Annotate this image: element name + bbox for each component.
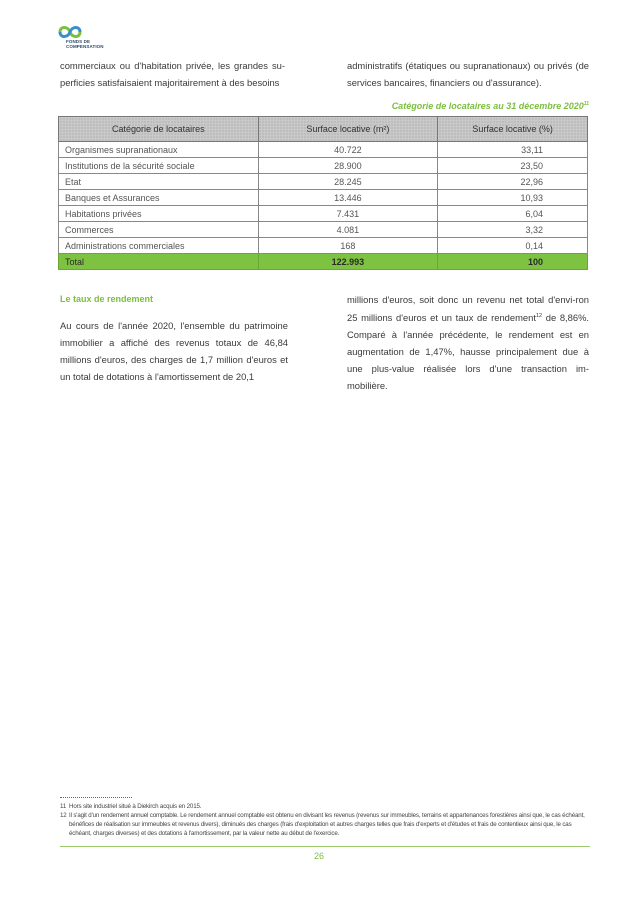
- bottom-right-text-a: millions d'euros, soit donc un revenu net total d'envi-ron 25 millions d'euros et un taux de rendement: [347, 294, 589, 324]
- cell-surface-pct: 10,93: [438, 190, 588, 206]
- cell-category: Habitations privées: [59, 206, 259, 222]
- bottom-left-paragraph: Au cours de l'année 2020, l'ensemble du patrimoine immobilier a affiché des revenus totaux de 46,84 millions d'euros, des charges de 1,7 million d'euros et un total de dotations à l'amortissement de 20,1: [60, 320, 288, 382]
- table-row: [59, 174, 588, 190]
- footnote-ref-12: 12: [535, 313, 543, 319]
- cell-surface-m2: 40.722: [258, 142, 438, 158]
- cell-surface-m2: 168: [258, 238, 438, 254]
- page-number: 26: [313, 851, 324, 861]
- footnote: [60, 811, 590, 838]
- cell-category: Institutions de la sécurité sociale: [59, 158, 259, 174]
- footnote-text: Il s'agit d'un rendement annuel comptable. Le rendement annuel comptable est obtenu en divisant les revenus (revenus sur immeubles, terrains et appartenances forestières ainsi que, le cas échéant, bénéfices de réalisation sur immeubles et revenus divers), diminués des charges (frais d'exploitation et autres charges telles que frais d'experts et d'études et frais de contentieux ainsi que, le cas échéant, charges diverses) et des dotations à l'amortissement, par la valeur nette au début de l'exercice.: [69, 812, 585, 837]
- table-row: [59, 190, 588, 206]
- footnote-text: Hors site industriel situé à Diekirch acquis en 2015.: [69, 803, 202, 810]
- footnote-number: 11: [60, 803, 67, 810]
- header-category: Catégorie de locataires: [59, 117, 259, 142]
- header-surface-pct: Surface locative (%): [438, 117, 588, 142]
- footnote: [60, 802, 590, 811]
- cell-category: Etat: [59, 174, 259, 190]
- table-caption-ref: 11: [583, 101, 589, 107]
- table-row: [59, 206, 588, 222]
- bottom-right-paragraph: [347, 291, 589, 394]
- page-footer-rule: [60, 846, 590, 847]
- table-row: [59, 222, 588, 238]
- logo-line-1: FONDS DE: [66, 39, 91, 44]
- cell-surface-pct: 0,14: [438, 238, 588, 254]
- table-caption: [392, 101, 589, 111]
- section-title: Le taux de rendement: [60, 294, 154, 304]
- cell-surface-pct: 22,96: [438, 174, 588, 190]
- table-row: [59, 158, 588, 174]
- logo-text: [66, 39, 104, 49]
- cell-category: Banques et Assurances: [59, 190, 259, 206]
- tenant-category-table: [58, 116, 588, 270]
- cell-category: Organismes supranationaux: [59, 142, 259, 158]
- cell-surface-m2: 28.245: [258, 174, 438, 190]
- cell-surface-pct: 33,11: [438, 142, 588, 158]
- logo: [58, 24, 128, 52]
- table-total-row: [59, 254, 588, 270]
- cell-surface-m2: 13.446: [258, 190, 438, 206]
- footnote-divider: [60, 797, 132, 798]
- table-caption-text: Catégorie de locataires au 31 décembre 2020: [391, 101, 584, 111]
- table-row: [59, 142, 588, 158]
- top-left-paragraph: commerciaux ou d'habitation privée, les grandes su-perficies satisfaisaient majoritairement à des besoins: [60, 60, 285, 88]
- table-header-row: [59, 117, 588, 142]
- cell-surface-pct: 6,04: [438, 206, 588, 222]
- cell-category: Commerces: [59, 222, 259, 238]
- cell-surface-m2: 28.900: [258, 158, 438, 174]
- table-row: [59, 238, 588, 254]
- logo-line-2: COMPENSATION: [66, 44, 104, 49]
- cell-surface-m2: 4.081: [258, 222, 438, 238]
- footnote-number: 12: [60, 812, 67, 819]
- cell-surface-m2: 7.431: [258, 206, 438, 222]
- logo-mark-icon: [58, 24, 82, 40]
- header-surface-m2: Surface locative (m²): [258, 117, 438, 142]
- footnotes: [60, 802, 590, 838]
- top-right-paragraph: administratifs (étatiques ou supranationaux) ou privés (de services bancaires, financiers ou d'assurance).: [347, 60, 589, 88]
- cell-total-label: Total: [59, 254, 259, 270]
- cell-surface-pct: 23,50: [438, 158, 588, 174]
- cell-category: Administrations commerciales: [59, 238, 259, 254]
- cell-total-m2: 122.993: [258, 254, 438, 270]
- cell-total-pct: 100: [438, 254, 588, 270]
- bottom-right-text-b: de 8,86%. Comparé à l'année précédente, le rendement est en augmentation de 1,47%, hausse principalement due à une plus-value réalisée lors d'une transaction im-mobilière.: [347, 312, 590, 392]
- cell-surface-pct: 3,32: [438, 222, 588, 238]
